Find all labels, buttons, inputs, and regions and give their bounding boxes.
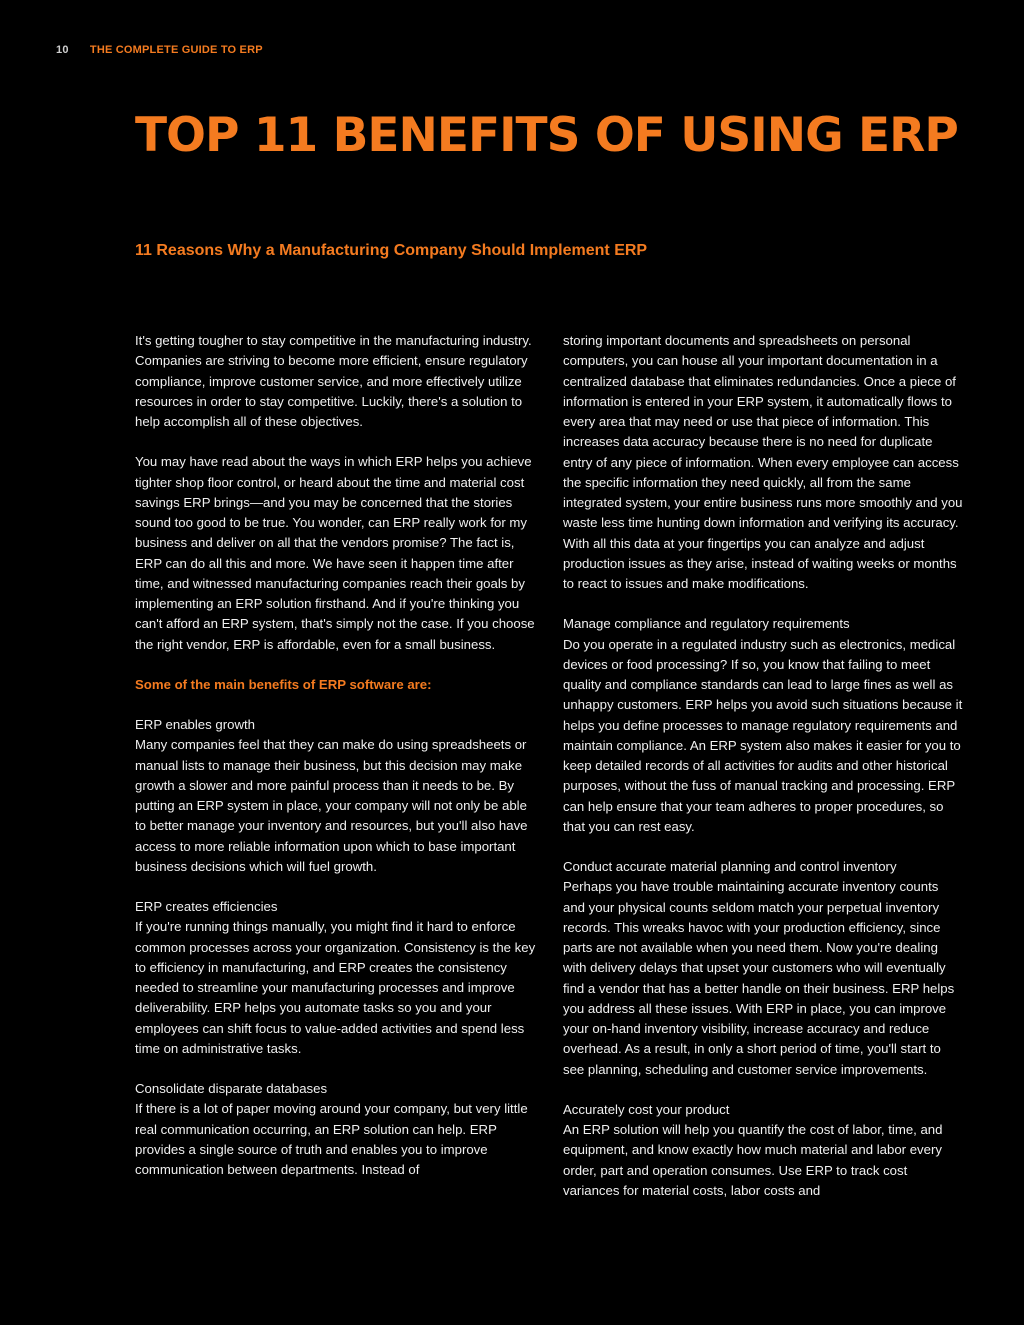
growth-heading: ERP enables growth [135,717,255,732]
inventory-text: Perhaps you have trouble maintaining accurate inventory counts and your physical counts seldom match your perpetual inventory records. This wreaks havoc with your production efficiency, since parts are not available when you need them. Now you're dealing with delivery delays that upset your customers who will eventually find a vendor that has a better handle on their business. ERP helps you address all these issues. With ERP in place, you can improve your on-hand inventory visibility, increase accuracy and reduce overhead. As a result, in only a short period of time, you'll start to see planning, scheduling and customer service improvements. [563,879,955,1077]
growth-text: Many companies feel that they can make do using spreadsheets or manual lists to manage their business, but this decision may make growth a slower and more painful process than it needs to be. By putting an ERP system in place, your company will not only be able to better manage your inventory and resources, but you'll also have access to more reliable information upon which to base important business decisions which will fuel growth. [135,737,528,874]
guide-title: THE COMPLETE GUIDE TO ERP [89,44,263,56]
section-inventory [563,857,963,1080]
section-compliance [563,614,963,837]
cost-heading: Accurately cost your product [563,1101,730,1117]
page-subtitle: 11 Reasons Why a Manufacturing Company Should Implement ERP [135,242,648,259]
compliance-text: Do you operate in a regulated industry such as electronics, medical devices or food processing? If so, you know that failing to meet quality and compliance standards can lead to large fines as well as unhappy customers. ERP helps you avoid such situations because it helps you define processes to manage regulatory requirements and maintain compliance. An ERP system also makes it easier for you to keep detailed records of all activities for audits and other historical purposes, without the fuss of manual tracking and processing. ERP can help ensure that your team adheres to proper procedures, so that you can rest easy. [563,636,963,834]
section-efficiency [135,897,540,1059]
intro-paragraph-2: You may have read about the ways in which ERP helps you achieve tighter shop floor control, or heard about the time and material cost savings ERP brings—and you may be concerned that the stories sound too good to be true. You wonder, can ERP really work for my business and deliver on all that the vendors promise? The fact is, ERP can do all this and more. We have seen it happen time after time, and witnessed manufacturing companies reach their goals by implementing an ERP solution firsthand. And if you're thinking you can't afford an ERP system, that's simply not the case. If you choose the right vendor, ERP is affordable, even for a small business. [135,454,535,652]
database-continued-text: storing important documents and spreadsheets on personal computers, you can house all your important documentation in a centralized database that eliminates redundancies. Once a piece of information is entered in your ERP system, it automatically flows to every area that may need or use that piece of information. This increases data accuracy because there is no need for duplicate entry of any piece of information. When every employee can access the specific information they need quickly, all from the same integrated system, your entire business runs more smoothly and you waste less time hunting down information and verifying its accuracy. With all this data at your fingertips you can analyze and adjust production issues as they arise, instead of waiting weeks or months to react to issues and make modifications. [563,333,963,591]
cost-text: An ERP solution will help you quantify the cost of labor, time, and equipment, and know exactly how much material and labor every order, part and operation consumes. Use ERP to track cost variances for material costs, labor costs and [563,1122,943,1198]
right-column [563,331,963,1221]
database-text: If there is a lot of paper moving around your company, but very little real communication occurring, an ERP solution can help. ERP provides a single source of truth and enables you to improve communication between departments. Instead of [135,1101,528,1177]
section-cost [563,1100,963,1201]
efficiency-heading: ERP creates efficiencies [135,899,278,914]
compliance-heading: Manage compliance and regulatory requirements [563,616,850,632]
page-header [56,44,263,56]
page-title: TOP 11 BENEFITS OF USING ERP [135,108,958,163]
page-number: 10 [56,44,69,56]
left-column [135,331,540,1200]
inventory-heading: Conduct accurate material planning and control inventory [563,859,897,874]
efficiency-text: If you're running things manually, you might find it hard to enforce common processes across your organization. Consistency is the key to efficiency in manufacturing, and ERP creates the consistency needed to streamline your manufacturing processes and improve deliverability. ERP helps you automate tasks so you and your employees can shift focus to value-added activities and spend less time on administrative tasks. [135,919,536,1056]
database-heading: Consolidate disparate databases [135,1081,328,1096]
intro-paragraph-1: It's getting tougher to stay competitive in the manufacturing industry. Companies are striving to become more efficient, ensure regulatory compliance, improve customer service, and more effectively utilize resources in order to stay competitive. Luckily, there's a solution to help accomplish all of these objectives. [135,333,532,429]
section-database [135,1079,540,1180]
benefits-heading: Some of the main benefits of ERP software are: [135,676,432,692]
section-growth [135,715,540,877]
